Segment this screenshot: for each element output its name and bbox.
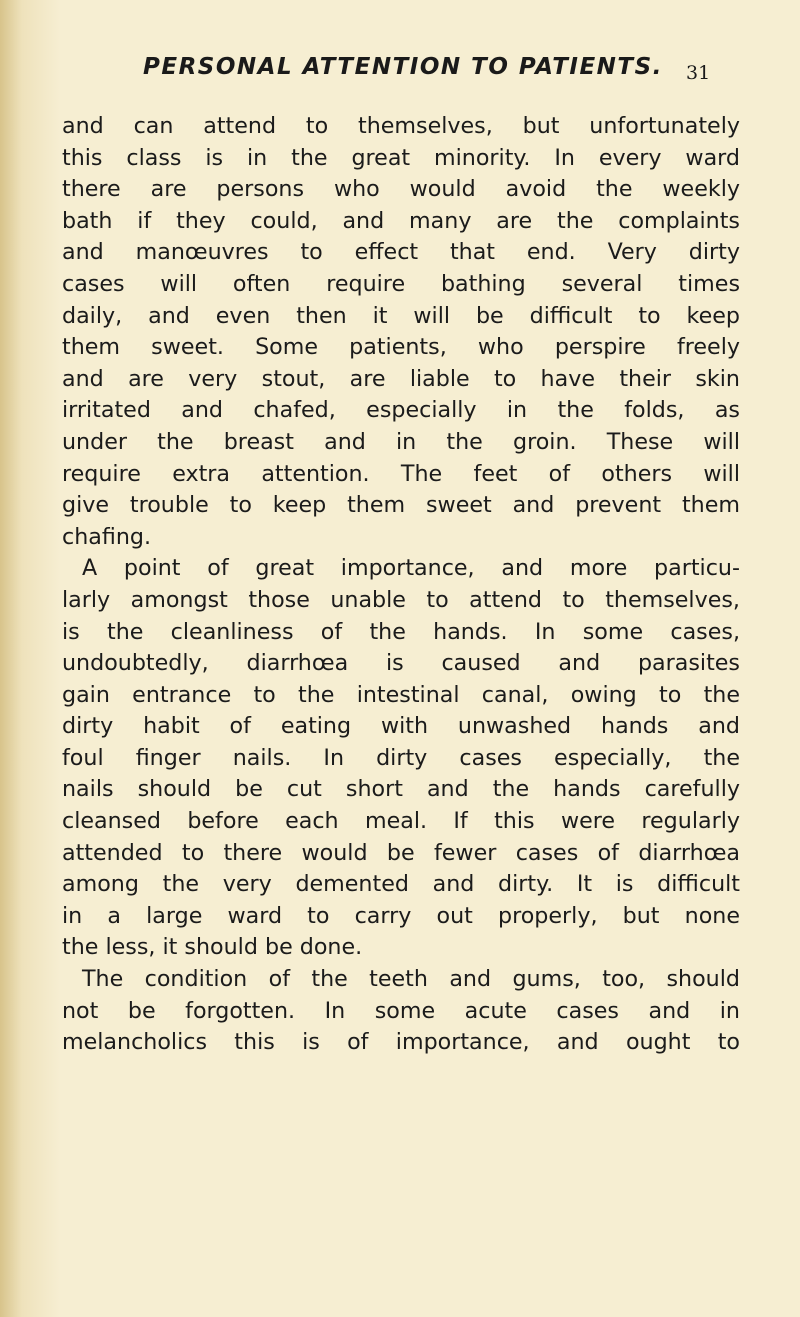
text-line: in a large ward to carry out properly, but none bbox=[62, 902, 740, 929]
text-line: not be forgotten. In some acute cases and in bbox=[62, 997, 740, 1024]
page-number: 31 bbox=[686, 62, 711, 84]
text-line: this class is in the great minority. In every ward bbox=[62, 144, 740, 171]
text-line: among the very demented and dirty. It is difficult bbox=[62, 871, 740, 898]
text-line: give trouble to keep them sweet and prevent them bbox=[62, 492, 740, 519]
text-line: dirty habit of eating with unwashed hands and bbox=[62, 713, 740, 740]
text-line: is the cleanliness of the hands. In some cases, bbox=[62, 618, 740, 645]
text-line: under the breast and in the groin. These will bbox=[62, 428, 740, 455]
text-line: The condition of the teeth and gums, too, should bbox=[82, 966, 740, 993]
page-header bbox=[0, 54, 800, 94]
text-line: and manœuvres to effect that end. Very dirty bbox=[62, 239, 740, 266]
text-line: the less, it should be done. bbox=[62, 934, 363, 961]
running-head: PERSONAL ATTENTION TO PATIENTS. bbox=[143, 54, 663, 80]
text-line: chafing. bbox=[62, 523, 152, 550]
paragraph-2 bbox=[62, 553, 740, 964]
text-line: attended to there would be fewer cases of diarrhœa bbox=[62, 839, 740, 866]
text-line: and can attend to themselves, but unfortunately bbox=[62, 113, 740, 139]
text-line: bath if they could, and many are the complaints bbox=[62, 207, 740, 234]
text-line: and are very stout, are liable to have their skin bbox=[62, 365, 740, 392]
text-line: cases will often require bathing several times bbox=[62, 270, 740, 297]
text-line: nails should be cut short and the hands carefully bbox=[62, 776, 740, 803]
text-line: cleansed before each meal. If this were regularly bbox=[62, 808, 740, 835]
text-line: there are persons who would avoid the weekly bbox=[62, 176, 740, 203]
paragraph-1 bbox=[62, 111, 740, 553]
text-line: foul finger nails. In dirty cases especially, the bbox=[62, 744, 740, 771]
text-line: melancholics this is of importance, and ought to bbox=[62, 1029, 740, 1056]
text-line: larly amongst those unable to attend to themselves, bbox=[62, 586, 740, 613]
text-line: daily, and even then it will be difficult to keep bbox=[62, 302, 740, 329]
text-line: require extra attention. The feet of others will bbox=[62, 460, 740, 487]
text-line: A point of great importance, and more particu- bbox=[82, 555, 740, 582]
body-text bbox=[62, 111, 740, 1059]
paragraph-3 bbox=[62, 964, 740, 1059]
text-line: gain entrance to the intestinal canal, owing to the bbox=[62, 681, 740, 708]
text-line: undoubtedly, diarrhœa is caused and parasites bbox=[62, 650, 740, 677]
text-line: irritated and chafed, especially in the folds, as bbox=[62, 397, 740, 424]
text-line: them sweet. Some patients, who perspire freely bbox=[62, 334, 740, 361]
